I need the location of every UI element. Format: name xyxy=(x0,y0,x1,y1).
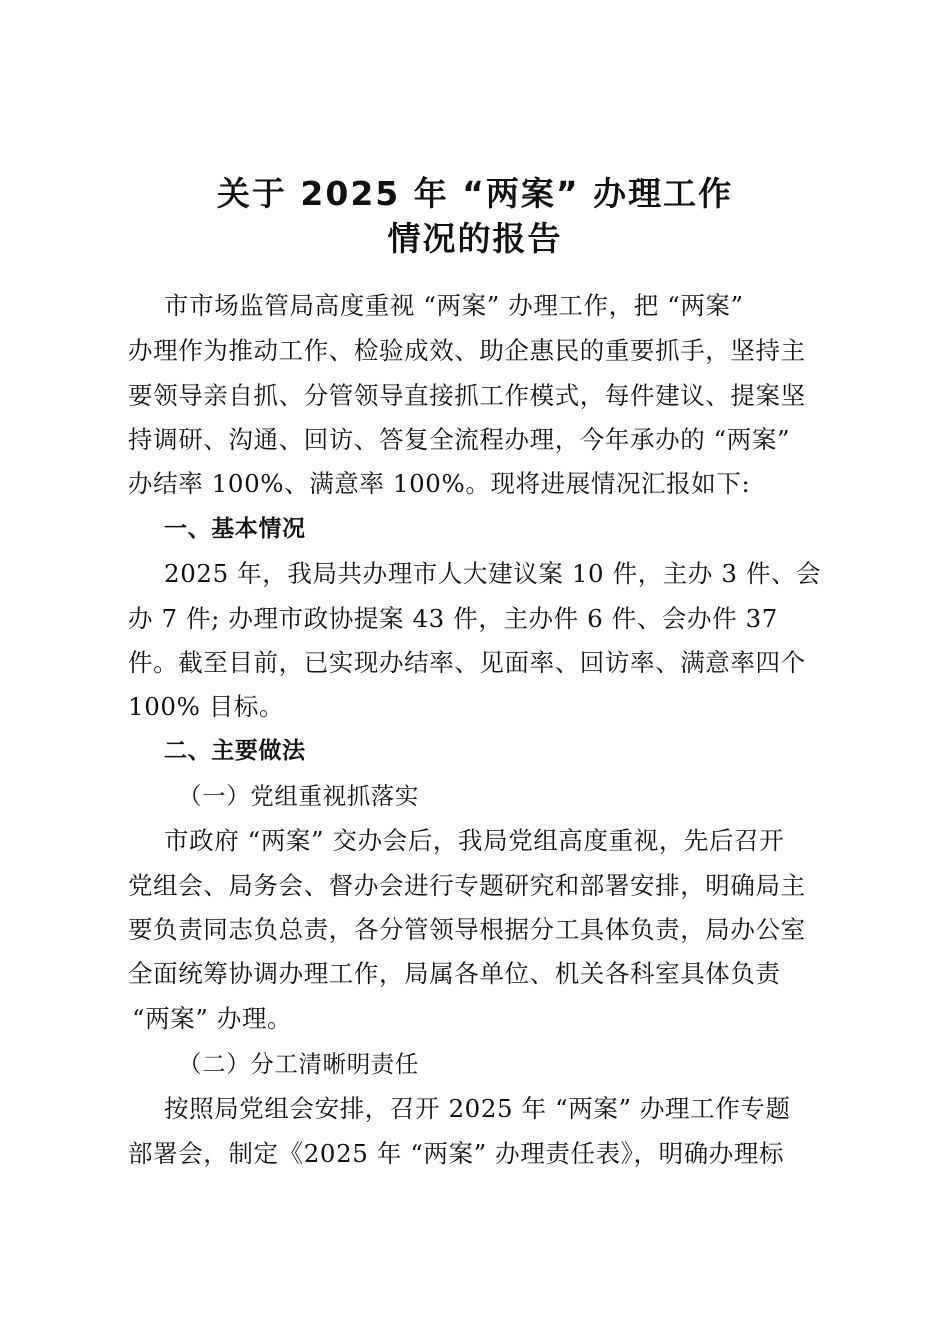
body-line: 要负责同志负总责，各分管领导根据分工具体负责，局办公室 xyxy=(128,915,806,944)
report-title-line-2: 情况的报告 xyxy=(387,219,563,258)
body-line: 要领导亲自抓、分管领导直接抓工作模式，每件建议、提案坚 xyxy=(128,381,806,410)
section-heading-basic-situation: 一、基本情况 xyxy=(164,516,306,542)
body-line: 持调研、沟通、回访、答复全流程办理，今年承办的 “两案” xyxy=(128,425,791,454)
body-line: 办 7 件; 办理市政协提案 43 件，主办件 6 件、会办件 37 xyxy=(128,604,778,633)
body-line: 全面统筹协调办理工作，局属各单位、机关各科室具体负责 xyxy=(128,959,781,988)
body-line: 2025 年，我局共办理市人大建议案 10 件，主办 3 件、会 xyxy=(164,559,822,588)
body-line: 办结率 100%、满意率 100%。现将进展情况汇报如下: xyxy=(128,469,751,498)
body-line: 办理作为推动工作、检验成效、助企惠民的重要抓手，坚持主 xyxy=(128,336,806,365)
body-line: 党组会、局务会、督办会进行专题研究和部署安排，明确局主 xyxy=(128,871,806,900)
report-title-line-1: 关于 2025 年 “两案” 办理工作 xyxy=(216,174,734,213)
section-heading-main-practices: 二、主要做法 xyxy=(164,738,306,764)
subsection-heading-2: （二）分工清晰明责任 xyxy=(178,1050,419,1078)
body-line: 市政府 “两案” 交办会后，我局党组高度重视，先后召开 xyxy=(164,826,785,855)
body-line: 100% 目标。 xyxy=(128,692,285,721)
body-line: “两案” 办理。 xyxy=(132,1004,293,1033)
subsection-heading-1: （一）党组重视抓落实 xyxy=(178,782,419,810)
body-line: 按照局党组会安排，召开 2025 年 “两案” 办理工作专题 xyxy=(164,1094,791,1123)
body-line: 部署会，制定《2025 年 “两案” 办理责任表》，明确办理标 xyxy=(128,1139,785,1168)
body-line: 市市场监管局高度重视 “两案” 办理工作，把 “两案” xyxy=(164,291,744,320)
body-line: 件。截至目前，已实现办结率、见面率、回访率、满意率四个 xyxy=(128,648,806,677)
